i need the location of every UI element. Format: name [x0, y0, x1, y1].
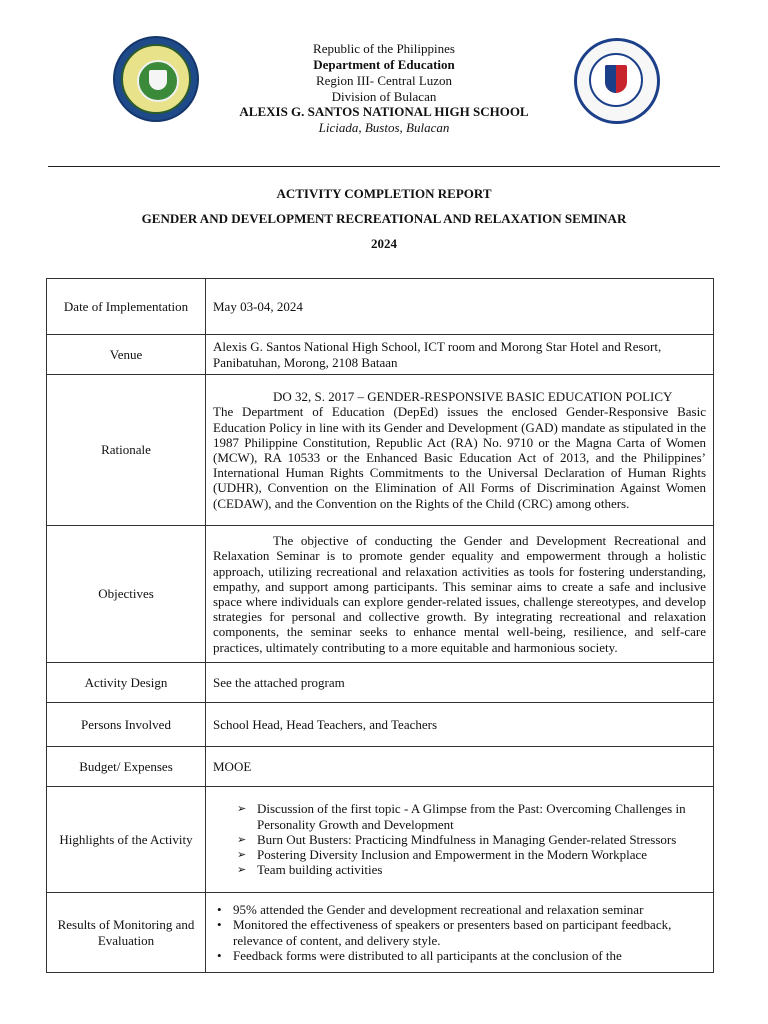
row-value: School Head, Head Teachers, and Teachers	[206, 703, 714, 747]
list-item: ➢ Discussion of the first topic - A Glimpse from the Past: Overcoming Challenges in Personality Growth and Development	[237, 801, 706, 831]
row-value	[206, 787, 714, 893]
table-row	[47, 526, 714, 663]
school-name: ALEXIS G. SANTOS NATIONAL HIGH SCHOOL	[239, 104, 529, 119]
row-value: May 03-04, 2024	[206, 279, 714, 335]
list-item: • Monitored the effectiveness of speakers or presenters based on participant feedback, relevance of content, and delivery style.	[213, 917, 706, 947]
rationale-heading: DO 32, S. 2017 – GENDER-RESPONSIVE BASIC EDUCATION POLICY	[273, 389, 673, 405]
header-divider	[48, 166, 720, 167]
row-label: Venue	[47, 335, 206, 375]
division-line: Division of Bulacan	[331, 89, 437, 104]
row-label: Persons Involved	[47, 703, 206, 747]
deped-seal-logo	[574, 38, 660, 124]
table-row	[47, 375, 714, 526]
region-line: Region III- Central Luzon	[315, 73, 453, 88]
row-label: Date of Implementation	[47, 279, 206, 335]
list-item: ➢ Postering Diversity Inclusion and Empowerment in the Modern Workplace	[237, 847, 706, 862]
row-label: Highlights of the Activity	[47, 787, 206, 893]
row-value	[206, 893, 714, 973]
report-table	[46, 278, 714, 973]
table-row	[47, 893, 714, 973]
report-title: ACTIVITY COMPLETION REPORT	[276, 186, 492, 201]
department-line: Department of Education	[313, 57, 455, 72]
row-value	[206, 375, 714, 526]
report-year: 2024	[371, 236, 397, 251]
letterhead	[0, 0, 768, 165]
row-label: Results of Monitoring and Evaluation	[47, 893, 206, 973]
table-row	[47, 663, 714, 703]
rationale-body: The Department of Education (DepEd) issues the enclosed Gender-Responsive Basic Education Policy in line with its Gender and Development (GAD) mandate as stipulated in the 1987 Philippine Constitution, Republic Act (RA) No. 9710 or the Magna Carta of Women (MCW), RA 10533 or the Enhanced Basic Education Act of 2013, and the Philippines’ International Human Rights Commitments to the Universal Declaration of Human Rights (UDHR), Convention on the Elimination of All Forms of Discrimination Against Women (CEDAW), and the Convention on the Rights of the Child (CRC) among others.	[213, 404, 706, 511]
table-row	[47, 703, 714, 747]
table-row	[47, 787, 714, 893]
list-item: • 95% attended the Gender and development recreational and relaxation seminar	[213, 902, 706, 917]
row-value: Alexis G. Santos National High School, ICT room and Morong Star Hotel and Resort, Panibatuhan, Morong, 2108 Bataan	[206, 335, 714, 375]
table-row	[47, 747, 714, 787]
list-item: ➢ Team building activities	[237, 862, 706, 877]
republic-line: Republic of the Philippines	[313, 41, 455, 56]
table-row	[47, 335, 714, 375]
row-value: The objective of conducting the Gender and Development Recreational and Relaxation Seminar is to promote gender equality and empowerment through a holistic approach, utilizing recreational and relaxation activities as tools for fostering understanding, empathy, and support among participants. This seminar aims to create a safe and inclusive space where individuals can explore gender-related issues, challenge stereotypes, and develop strategies for personal and collective growth. By integrating recreational and relaxation components, the seminar seeks to enhance mental well-being, resilience, and self-care practices, ultimately contributing to a more equitable and harmonious society.	[206, 526, 714, 663]
list-item: • Feedback forms were distributed to all participants at the conclusion of the	[213, 948, 706, 963]
row-label: Activity Design	[47, 663, 206, 703]
row-label: Rationale	[47, 375, 206, 526]
seminar-title: GENDER AND DEVELOPMENT RECREATIONAL AND RELAXATION SEMINAR	[141, 211, 627, 226]
row-label: Budget/ Expenses	[47, 747, 206, 787]
row-label: Objectives	[47, 526, 206, 663]
school-address: Liciada, Bustos, Bulacan	[318, 120, 450, 135]
highlights-list	[213, 801, 706, 877]
results-list	[213, 902, 706, 963]
row-value: See the attached program	[206, 663, 714, 703]
list-item: ➢ Burn Out Busters: Practicing Mindfulness in Managing Gender-related Stressors	[237, 832, 706, 847]
row-value: MOOE	[206, 747, 714, 787]
table-row	[47, 279, 714, 335]
